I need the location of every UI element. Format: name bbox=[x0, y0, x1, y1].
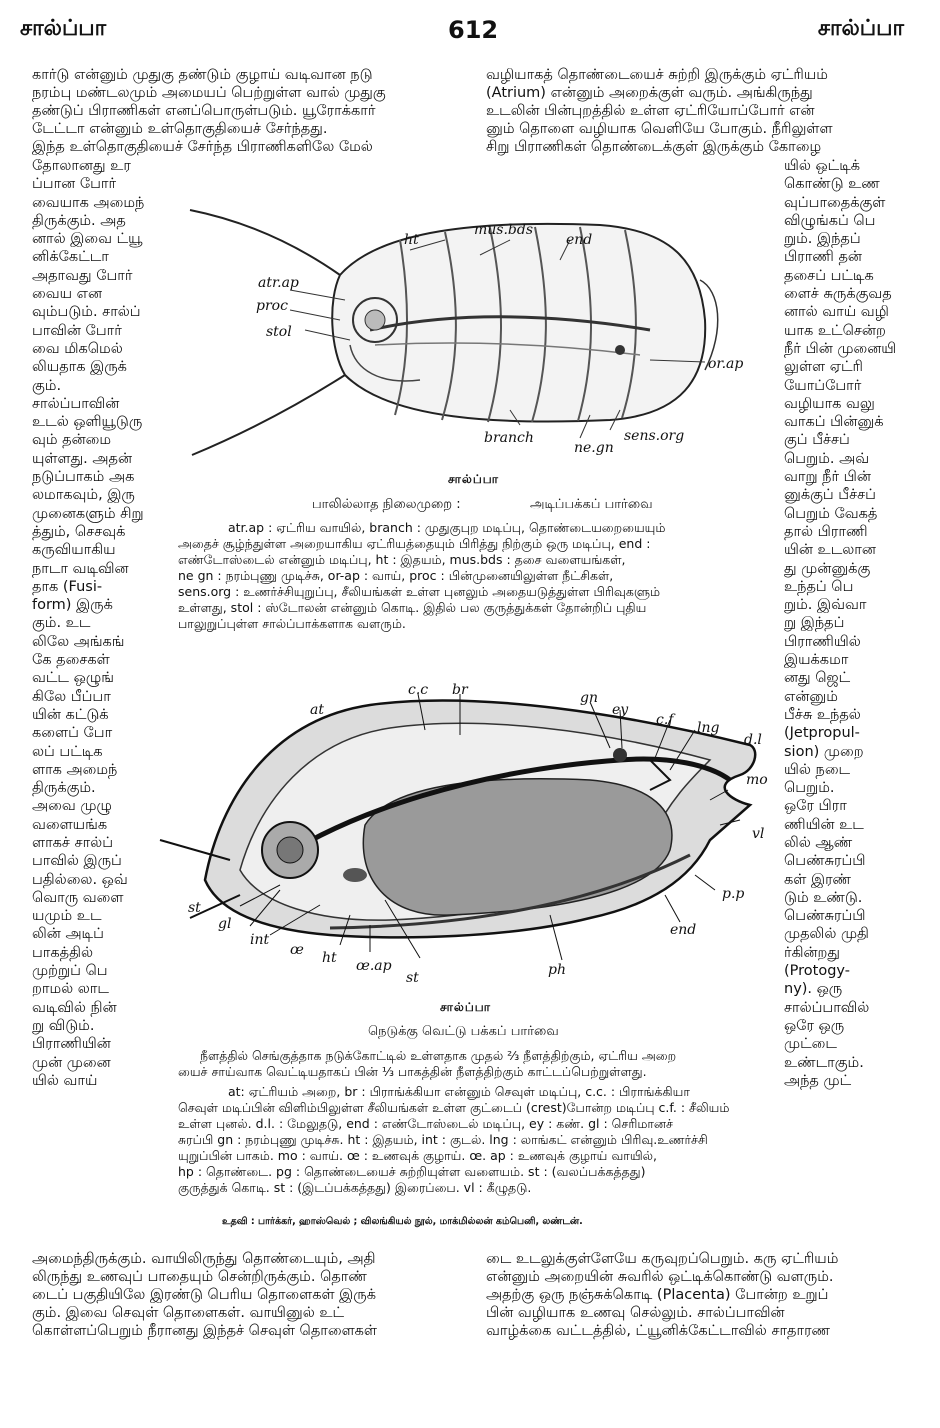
label-ht: ht bbox=[322, 950, 337, 966]
column-line: தசைப் பட்டிக bbox=[784, 267, 874, 284]
text-line: கும். இவை செவுள் தொளைகள். வாயினுல் உட் bbox=[32, 1305, 345, 1321]
column-line: சால்ப்பாவின் bbox=[32, 395, 120, 412]
column-line: யில் வாய் bbox=[32, 1072, 98, 1089]
column-line: யாக உட்சென்ற bbox=[784, 322, 886, 339]
column-line: லப் பட்டிக bbox=[32, 743, 103, 760]
column-line: கே தசைகள் bbox=[32, 652, 110, 669]
column-line: பாவில் இருப் bbox=[32, 853, 122, 870]
label-int: int bbox=[250, 932, 270, 948]
column-line: யில் நடை bbox=[784, 761, 851, 778]
column-line: னது ஜெட் bbox=[784, 670, 851, 687]
text-line: கொள்ளப்பெறும் நீரானது இந்தச் செவுள் தொளைகள் bbox=[32, 1323, 378, 1339]
label-ph: ph bbox=[548, 962, 566, 978]
column-line: உடல் ஒளியூடுரு bbox=[32, 414, 143, 431]
column-line: னால் இவை ட்யூ bbox=[32, 231, 143, 248]
column-line: அந்த முட் bbox=[784, 1072, 852, 1089]
running-header-left: சால்ப்பா bbox=[20, 16, 107, 41]
column-line: வாறு நீர் பின் bbox=[784, 469, 871, 486]
column-line: யின் கட்டுக் bbox=[32, 706, 109, 723]
label-st-left: st bbox=[188, 900, 201, 916]
caption-line: யுறுப்பின் பாகம். mo : வாய். œ : உணவுக் குழாய். œ. ap : உணவுக் குழாய் வாயில், bbox=[178, 1148, 658, 1163]
caption-line: sens.org : உணர்ச்சியுறுப்பு, சீலியங்கள் உள்ள புனலும் அதையடுத்துள்ள பிரிவுகளும் bbox=[178, 584, 661, 599]
label-oe-ap: œ.ap bbox=[356, 958, 392, 974]
column-line: கும். bbox=[32, 377, 62, 394]
label-oe: œ bbox=[290, 942, 304, 958]
column-line: வட்ட ஒழுங் bbox=[32, 670, 114, 687]
right-narrow-column bbox=[784, 157, 914, 1090]
column-line: பீச்சு உந்தல் bbox=[784, 706, 861, 723]
label-c-c: c.c bbox=[408, 682, 429, 698]
column-line: அதாவது போர் bbox=[32, 267, 133, 284]
label-ne-gn: ne.gn bbox=[574, 440, 614, 456]
column-line: வழியாக வலு bbox=[784, 395, 875, 412]
caption-line: செவுள் மடிப்பின் விளிம்பிலுள்ள சீலியங்கள் உள்ள குட்டைப் (crest)போன்ற மடிப்பு c.f. : சீலியம் bbox=[178, 1100, 730, 1115]
column-line: கொண்டு உண bbox=[784, 176, 880, 193]
column-line: ப்பான போர் bbox=[32, 176, 117, 193]
column-line: முதலில் முதி bbox=[784, 926, 869, 943]
text-line: வழியாகத் தொண்டையைச் சுற்றி இருக்கும் ஏட்ரியம் bbox=[486, 67, 828, 83]
column-line: னிக்கேட்டா bbox=[32, 249, 109, 266]
text-line: லிருந்து உணவுப் பாதையும் சென்றிருக்கும். தொண் bbox=[32, 1269, 367, 1285]
column-line: ny). ஒரு bbox=[784, 981, 843, 998]
caption-line: hp : தொண்டை. pg : தொண்டையைச் சுற்றியுள்ள வளையம். st : (வலப்பக்கத்தது) bbox=[178, 1164, 646, 1179]
figure-2-title: சால்ப்பா bbox=[440, 1000, 492, 1014]
label-vl: vl bbox=[752, 826, 765, 842]
caption-line: யைச் சாய்வாக வெட்டியதாகப் பின் ⅓ பாகத்தின் நீளத்திற்கும் காட்டப்பெற்றுள்ளது. bbox=[178, 1064, 647, 1079]
column-line: தாக (Fusi- bbox=[32, 578, 103, 595]
text-line: (Atrium) என்னும் அறைக்குள் வரும். அங்கிருந்து bbox=[486, 85, 813, 101]
column-line: form) இருக் bbox=[32, 597, 113, 614]
column-line: ளாக அமைந் bbox=[32, 761, 118, 778]
column-line: உண்டாகும். bbox=[784, 1054, 864, 1071]
column-line: யுள்ளது. அதன் bbox=[32, 450, 133, 467]
column-line: வளையங்க bbox=[32, 816, 108, 833]
label-lng: lng bbox=[697, 720, 720, 736]
running-header-right: சால்ப்பா bbox=[817, 16, 904, 41]
column-line: பெறும். அவ் bbox=[784, 450, 870, 467]
label-proc: proc bbox=[256, 298, 288, 314]
label-stol: stol bbox=[266, 324, 292, 340]
text-line: சிறு பிராணிகள் தொண்டைக்குள் இருக்கும் கோழை bbox=[486, 139, 822, 155]
column-line: களைப் போ bbox=[32, 725, 113, 742]
column-line: பெறும் வேகத் bbox=[784, 505, 878, 522]
column-line: வாகப் பின்னுக் bbox=[784, 414, 884, 431]
caption-line: எண்டோஸ்டைல் என்னும் மடிப்பு, ht : இதயம், mus.bds : தசை வளையங்கள், bbox=[178, 552, 626, 567]
column-line: வொரு வளை bbox=[32, 889, 124, 906]
text-line: வாழ்க்கை வட்டத்தில், ட்யூனிக்கேட்டாவில் சாதாரண bbox=[486, 1323, 831, 1339]
column-line: லில் ஆண் bbox=[784, 834, 853, 851]
caption-line: ne gn : நரம்புணு முடிச்சு, or-ap : வாய், proc : பின்முனையிலுள்ள நீட்சிகள், bbox=[178, 568, 614, 583]
label-mus-bds: mus.bds bbox=[474, 222, 534, 238]
column-line: த்தும், செசவுக் bbox=[32, 523, 126, 540]
column-line: நாடா வடிவின bbox=[32, 560, 129, 577]
column-line: பிராணியில் bbox=[784, 633, 861, 650]
label-br: br bbox=[452, 682, 468, 698]
label-end: end bbox=[566, 232, 593, 248]
column-line: லமாகவும், இரு bbox=[32, 487, 135, 504]
column-line: வடிவில் நின் bbox=[32, 999, 117, 1016]
label-gn: gn bbox=[580, 690, 598, 706]
label-or-ap: or.ap bbox=[708, 356, 744, 372]
column-line: பிராணி தன் bbox=[784, 249, 862, 266]
caption-line: நீளத்தில் செங்குத்தாக நடுக்கோட்டில் உள்ளதாக முதல் ⅔ நீளத்திற்கும், ஏட்ரிய அறை bbox=[200, 1048, 677, 1063]
column-line: ணியின் உட bbox=[784, 816, 864, 833]
column-line: யமும் உட bbox=[32, 908, 102, 925]
caption-line: உள்ளது, stol : ஸ்டோலன் என்னும் கொடி. இதில் பல குருத்துக்கள் தோன்றிப் புதிய bbox=[178, 600, 647, 615]
column-line: பாவின் போர் bbox=[32, 322, 122, 339]
text-line: இந்த உள்தொகுதியைச் சேர்ந்த பிராணிகளிலே மேல் bbox=[32, 139, 373, 155]
column-line: ளைச் சுருக்குவத bbox=[784, 286, 892, 303]
text-line: டை உடலுக்குள்ளேயே கருவுறப்பெறும். கரு ஏட்ரியம் bbox=[486, 1251, 839, 1267]
label-sens-org: sens.org bbox=[624, 428, 685, 444]
column-line: என்னும் bbox=[784, 688, 838, 705]
column-line: லுள்ள ஏட்ரி bbox=[784, 359, 863, 376]
column-line: திருக்கும். bbox=[32, 780, 96, 797]
column-line: பெண்சுரப்பி bbox=[784, 853, 866, 870]
column-line: ஒரே பிரா bbox=[784, 798, 847, 815]
caption-line: atr.ap : ஏட்ரிய வாயில், branch : முதுகுபுற மடிப்பு, தொண்டையறையையும் bbox=[228, 520, 666, 535]
column-line: வும்படும். சால்ப் bbox=[32, 304, 141, 321]
figure-1-subtitle-left: பாலில்லாத நிலைமுறை : bbox=[312, 497, 461, 512]
label-p-p: p.p bbox=[722, 886, 745, 902]
column-line: லின் அடிப் bbox=[32, 926, 104, 943]
text-line: தண்டுப் பிராணிகள் எனப்பொருள்படும். யூரோக்கார் bbox=[32, 103, 376, 119]
column-line: திருக்கும். அத bbox=[32, 212, 126, 229]
label-ht: ht bbox=[404, 232, 419, 248]
column-line: நீர் பின் முனையி bbox=[784, 340, 897, 357]
label-end: end bbox=[670, 922, 697, 938]
caption-line: குருத்துக் கொடி. st : (இடப்பக்கத்தது) இரைப்பை. vl : கீழுதடு. bbox=[178, 1180, 532, 1195]
figure-credit: உதவி : பார்க்கர், ஹாஸ்வெல் ; விலங்கியல் நூல், மாக்மில்லன் கம்பெனி, லண்டன். bbox=[222, 1216, 583, 1227]
label-at: at bbox=[310, 702, 324, 718]
column-line: லியதாக இருக் bbox=[32, 359, 127, 376]
figure-2-subtitle: நெடுக்கு வெட்டு பக்கப் பார்வை bbox=[368, 1024, 559, 1039]
label-atr-ap: atr.ap bbox=[258, 275, 299, 291]
column-line: கும். உட bbox=[32, 615, 91, 632]
figure-1-title: சால்ப்பா bbox=[448, 472, 500, 486]
column-line: கருவியாகிய bbox=[32, 542, 116, 559]
column-line: று விடும். bbox=[32, 1017, 95, 1034]
column-line: கள் இரண் bbox=[784, 871, 852, 888]
column-line: கிலே பீப்பா bbox=[32, 688, 111, 705]
column-line: தால் பிராணி bbox=[784, 523, 868, 540]
label-mo: mo bbox=[746, 772, 768, 788]
column-line: வும் தன்மை bbox=[32, 432, 112, 449]
column-line: (Jetpropul- bbox=[784, 725, 860, 742]
text-line: என்னும் அறையின் சுவரில் ஒட்டிக்கொண்டு வளரும். bbox=[486, 1269, 834, 1285]
column-line: பெறும். bbox=[784, 780, 835, 797]
text-line: பின் வழியாக உணவு செல்லும். சால்ப்பாவின் bbox=[486, 1305, 785, 1321]
column-line: றும். இவ்வா bbox=[784, 597, 867, 614]
text-line: னும் தொளை வழியாக வெளியே போகும். நீரிலுள்ள bbox=[486, 121, 833, 137]
figure-1-subtitle-right: அடிப்பக்கப் பார்வை bbox=[530, 497, 653, 512]
column-line: முற்றுப் பெ bbox=[32, 963, 108, 980]
caption-line: பாலுறுப்புள்ள சால்ப்பாக்களாக வளரும். bbox=[178, 616, 406, 631]
caption-line: அதைச் சூழ்ந்துள்ள அறையாகிய ஏட்ரியத்தையும் பிரித்து நிற்கும் ஒரு மடிப்பு, end : bbox=[178, 536, 651, 551]
column-line: உந்தப் பெ bbox=[784, 578, 854, 595]
column-line: அவை முழு bbox=[32, 798, 112, 815]
label-c-f: c.f bbox=[656, 712, 674, 728]
column-line: முன் முனை bbox=[32, 1054, 111, 1071]
label-st-bottom: st bbox=[406, 970, 419, 986]
column-line: றும். இந்தப் bbox=[784, 231, 861, 248]
text-line: டேட்டா என்னும் உள்தொகுதியைச் சேர்ந்தது. bbox=[32, 121, 328, 137]
page-number: 612 bbox=[448, 16, 499, 44]
caption-line: சுரப்பி gn : நரம்புணு முடிச்சு. ht : இதயம், int : குடல். lng : லாங்கட் என்னும் பிரிவு.உணர்ச்சி bbox=[178, 1132, 708, 1147]
text-line: அதற்கு ஒரு நஞ்சுக்கொடி (Placenta) போன்ற உறுப் bbox=[486, 1287, 829, 1303]
column-line: யின் உடலான bbox=[784, 542, 876, 559]
column-line: பாகத்தில் bbox=[32, 944, 94, 961]
column-line: முனைகளும் சிறு bbox=[32, 505, 144, 522]
column-line: தோலானது உர bbox=[32, 158, 131, 174]
caption-line: at: ஏட்ரியம் அறை, br : பிராங்க்கியா என்னும் செவுள் மடிப்பு, c.c. : பிராங்க்கியா bbox=[228, 1084, 690, 1099]
label-gl: gl bbox=[218, 916, 232, 932]
caption-line: உள்ள புனல். d.l. : மேலுதடு, end : எண்டோஸ்டைல் மடிப்பு, ey : கண். gl : செரிமானச் bbox=[178, 1116, 673, 1131]
column-line: sion) முறை bbox=[784, 743, 864, 760]
text-line: உடலின் பின்புறத்தில் உள்ள ஏட்ரியோப்போர் என் bbox=[486, 103, 815, 119]
column-line: து முன்னுக்கு bbox=[784, 560, 871, 577]
column-line: வையாக அமைந் bbox=[32, 194, 145, 211]
column-line: று இந்தப் bbox=[784, 615, 845, 632]
column-line: னால் வாய் வழி bbox=[784, 304, 889, 321]
text-line: கார்டு என்னும் முதுகு தண்டும் குழாய் வடிவான நடு bbox=[32, 67, 373, 83]
column-line: யில் ஒட்டிக் bbox=[784, 158, 861, 174]
column-line: பதில்லை. ஒவ் bbox=[32, 871, 128, 888]
column-line: பெண்சுரப்பி bbox=[784, 908, 866, 925]
column-line: யோப்போர் bbox=[784, 377, 862, 394]
column-line: நடுப்பாகம் அக bbox=[32, 469, 135, 486]
column-line: வுப்பாதைக்குள் bbox=[784, 194, 886, 211]
column-line: வைய என bbox=[32, 286, 103, 303]
column-line: பிராணியின் bbox=[32, 1036, 111, 1053]
column-line: இயக்கமா bbox=[784, 652, 849, 669]
label-ey: ey bbox=[612, 702, 629, 718]
text-line: டைப் பகுதியிலே இரண்டு பெரிய தொளைகள் இருக் bbox=[32, 1287, 376, 1303]
column-line: றாமல் லாட bbox=[32, 981, 109, 998]
column-line: டும் உண்டு. bbox=[784, 889, 863, 906]
column-line: ஒரே ஒரு bbox=[784, 1017, 845, 1034]
label-d-l: d.l bbox=[744, 732, 762, 748]
column-line: விழுங்கப் பெ bbox=[784, 212, 876, 229]
column-line: முட்டை bbox=[784, 1036, 837, 1053]
column-line: குப் பீச்சப் bbox=[784, 432, 850, 449]
column-line: வை மிகமெல் bbox=[32, 340, 123, 357]
label-branch: branch bbox=[484, 430, 534, 446]
column-line: னுக்குப் பீச்சப் bbox=[784, 487, 876, 504]
column-line: சால்ப்பாவில் bbox=[784, 999, 870, 1016]
column-line: ர்கின்றது bbox=[784, 944, 840, 961]
column-line: (Protogy- bbox=[784, 963, 850, 980]
text-line: அமைந்திருக்கும். வாயிலிருந்து தொண்டையும், அதி bbox=[32, 1251, 376, 1267]
column-line: ளாகச் சால்ப் bbox=[32, 834, 114, 851]
column-line: லிலே அங்கங் bbox=[32, 633, 125, 650]
text-line: நரம்பு மண்டலமும் அமையப் பெற்றுள்ள வால் முதுகு bbox=[32, 85, 386, 101]
